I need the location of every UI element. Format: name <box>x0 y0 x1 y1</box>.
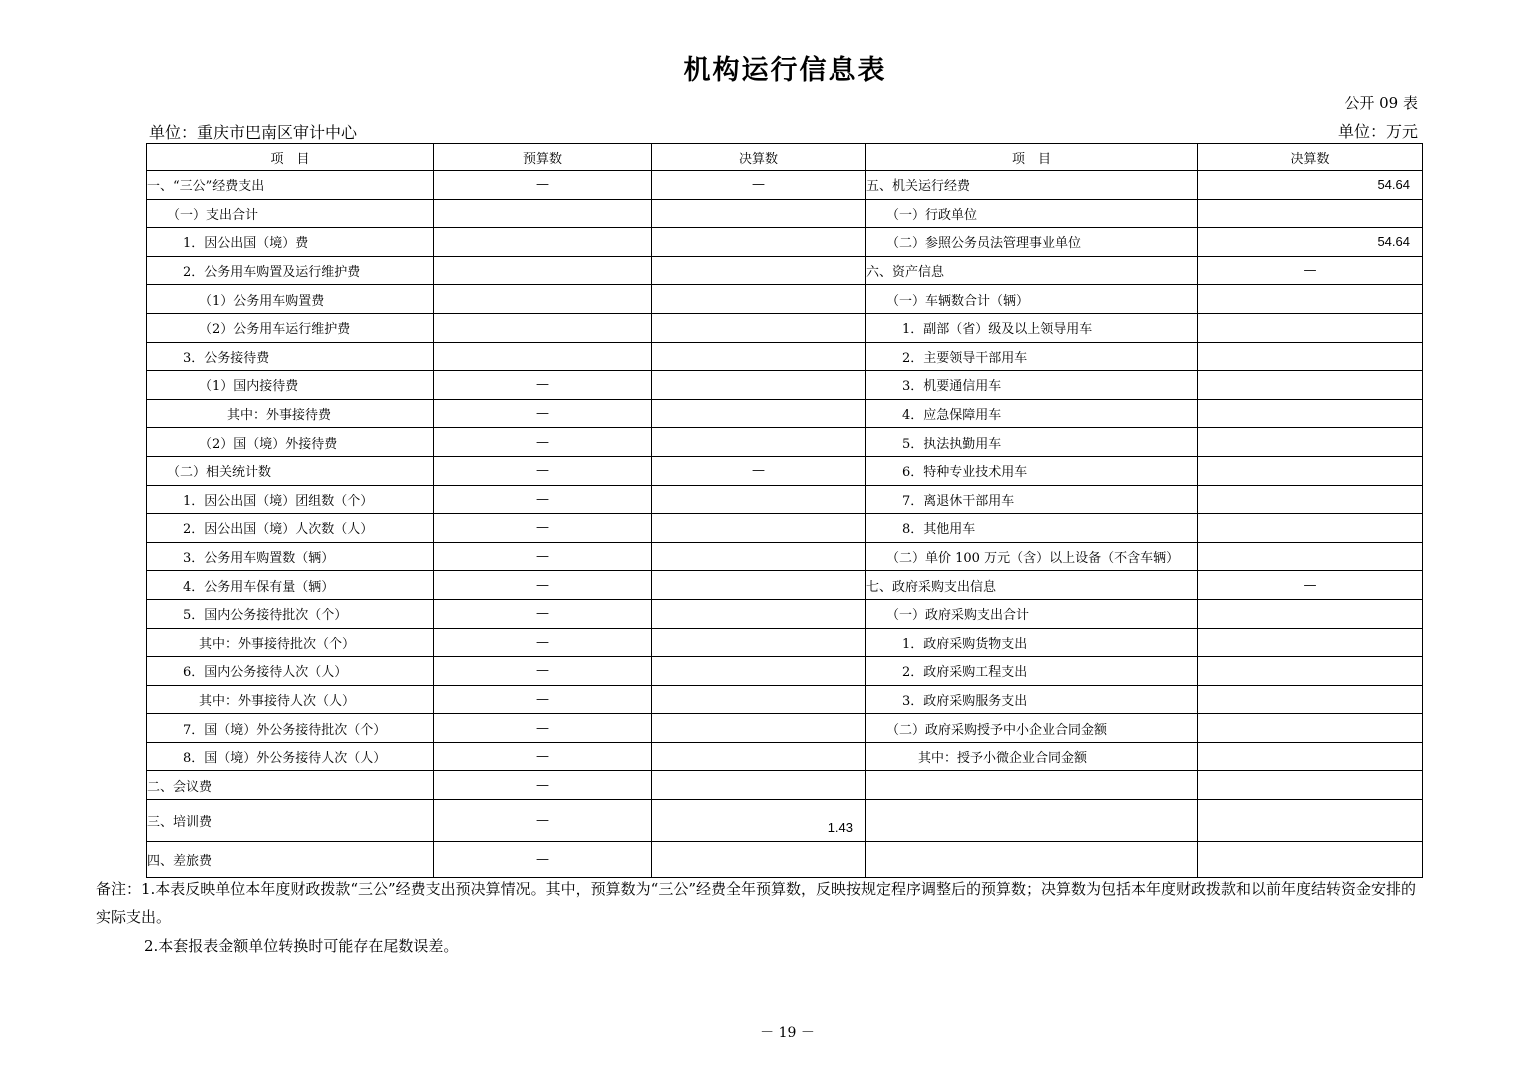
right-item-cell: 7．离退休干部用车 <box>866 485 1198 514</box>
final-cell <box>652 313 866 342</box>
right-final-cell <box>1198 428 1423 457</box>
left-item-cell: 7．国（境）外公务接待批次（个） <box>147 714 434 743</box>
left-item-cell: 4．公务用车保有量（辆） <box>147 571 434 600</box>
budget-cell: — <box>434 714 652 743</box>
final-cell <box>652 199 866 228</box>
right-final-cell <box>1198 342 1423 371</box>
table-row <box>147 456 1423 485</box>
budget-cell: — <box>434 599 652 628</box>
right-final-cell <box>1198 599 1423 628</box>
table-row <box>147 599 1423 628</box>
budget-cell: — <box>434 571 652 600</box>
right-item-cell: 七、政府采购支出信息 <box>866 571 1198 600</box>
left-item-cell: （1）公务用车购置费 <box>147 285 434 314</box>
final-cell <box>652 399 866 428</box>
left-item-cell: 2．因公出国（境）人次数（人） <box>147 514 434 543</box>
right-final-cell <box>1198 371 1423 400</box>
right-item-cell: 3．机要通信用车 <box>866 371 1198 400</box>
right-item-cell: 5．执法执勤用车 <box>866 428 1198 457</box>
right-final-cell <box>1198 685 1423 714</box>
left-item-cell: （2）公务用车运行维护费 <box>147 313 434 342</box>
left-item-cell: 其中：外事接待费 <box>147 399 434 428</box>
table-row <box>147 171 1423 200</box>
right-final-cell <box>1198 514 1423 543</box>
right-final-cell: 54.64 <box>1198 171 1423 200</box>
table-row <box>147 285 1423 314</box>
table-row <box>147 685 1423 714</box>
right-item-cell: 六、资产信息 <box>866 256 1198 285</box>
table-row <box>147 800 1423 842</box>
right-final-cell <box>1198 657 1423 686</box>
right-item-cell: 1．副部（省）级及以上领导用车 <box>866 313 1198 342</box>
left-item-cell: 三、培训费 <box>147 800 434 842</box>
header-item-left: 项 目 <box>147 144 434 171</box>
right-item-cell: 2．政府采购工程支出 <box>866 657 1198 686</box>
left-item-cell: 一、“三公”经费支出 <box>147 171 434 200</box>
final-cell <box>652 599 866 628</box>
right-item-cell: （二）参照公务员法管理事业单位 <box>866 228 1198 257</box>
right-final-cell <box>1198 199 1423 228</box>
budget-cell: — <box>434 742 652 771</box>
header-final-left: 决算数 <box>652 144 866 171</box>
budget-cell: — <box>434 800 652 842</box>
right-final-cell <box>1198 313 1423 342</box>
final-cell <box>652 571 866 600</box>
budget-cell: — <box>434 542 652 571</box>
right-final-cell <box>1198 285 1423 314</box>
table-row <box>147 371 1423 400</box>
right-final-cell: 54.64 <box>1198 228 1423 257</box>
table-header-row <box>147 144 1423 171</box>
table-row <box>147 771 1423 800</box>
right-final-cell <box>1198 399 1423 428</box>
right-item-cell: （一）行政单位 <box>866 199 1198 228</box>
table-row <box>147 628 1423 657</box>
left-item-cell: 其中：外事接待批次（个） <box>147 628 434 657</box>
left-item-cell: 3．公务用车购置数（辆） <box>147 542 434 571</box>
final-cell <box>652 485 866 514</box>
budget-cell: — <box>434 628 652 657</box>
table-row <box>147 842 1423 878</box>
budget-cell: — <box>434 399 652 428</box>
table-row <box>147 742 1423 771</box>
right-item-cell: （二）政府采购授予中小企业合同金额 <box>866 714 1198 743</box>
left-item-cell: 1．因公出国（境）费 <box>147 228 434 257</box>
budget-cell <box>434 199 652 228</box>
final-cell <box>652 228 866 257</box>
table-row <box>147 714 1423 743</box>
final-cell <box>652 628 866 657</box>
budget-cell: — <box>434 842 652 878</box>
right-final-cell <box>1198 542 1423 571</box>
table-row <box>147 514 1423 543</box>
right-final-cell: — <box>1198 256 1423 285</box>
reporting-unit: 单位：重庆市巴南区审计中心 <box>149 123 358 142</box>
budget-cell: — <box>434 456 652 485</box>
final-cell <box>652 542 866 571</box>
table-row <box>147 571 1423 600</box>
final-cell: 1.43 <box>652 800 866 842</box>
left-item-cell: （2）国（境）外接待费 <box>147 428 434 457</box>
left-item-cell: （二）相关统计数 <box>147 456 434 485</box>
budget-cell: — <box>434 685 652 714</box>
left-item-cell: （一）支出合计 <box>147 199 434 228</box>
final-cell <box>652 657 866 686</box>
table-row <box>147 657 1423 686</box>
final-cell <box>652 742 866 771</box>
final-cell <box>652 428 866 457</box>
right-item-cell: 其中：授予小微企业合同金额 <box>866 742 1198 771</box>
final-cell <box>652 714 866 743</box>
currency-unit: 单位：万元 <box>1337 122 1418 141</box>
right-item-cell: 4．应急保障用车 <box>866 399 1198 428</box>
left-item-cell: 1．因公出国（境）团组数（个） <box>147 485 434 514</box>
header-budget: 预算数 <box>434 144 652 171</box>
left-item-cell: 8．国（境）外公务接待人次（人） <box>147 742 434 771</box>
table-row <box>147 313 1423 342</box>
final-cell <box>652 256 866 285</box>
table-row <box>147 199 1423 228</box>
final-cell <box>652 285 866 314</box>
left-item-cell: 其中：外事接待人次（人） <box>147 685 434 714</box>
final-cell <box>652 371 866 400</box>
budget-cell: — <box>434 657 652 686</box>
right-item-cell: 1．政府采购货物支出 <box>866 628 1198 657</box>
right-item-cell: 3．政府采购服务支出 <box>866 685 1198 714</box>
left-item-cell: 二、会议费 <box>147 771 434 800</box>
final-cell: — <box>652 456 866 485</box>
right-final-cell <box>1198 714 1423 743</box>
left-item-cell: 5．国内公务接待批次（个） <box>147 599 434 628</box>
final-cell <box>652 342 866 371</box>
right-final-cell <box>1198 800 1423 842</box>
right-item-cell <box>866 842 1198 878</box>
budget-cell <box>434 313 652 342</box>
page-number: － 19 － <box>760 1025 815 1041</box>
info-table <box>146 143 1423 878</box>
right-final-cell <box>1198 456 1423 485</box>
page-title: 机构运行信息表 <box>683 55 887 86</box>
budget-cell: — <box>434 371 652 400</box>
header-final-right: 决算数 <box>1198 144 1423 171</box>
budget-cell: — <box>434 485 652 514</box>
table-row <box>147 428 1423 457</box>
right-item-cell: 五、机关运行经费 <box>866 171 1198 200</box>
right-item-cell: （二）单价 100 万元（含）以上设备（不含车辆） <box>866 542 1198 571</box>
right-item-cell <box>866 800 1198 842</box>
header-item-right: 项 目 <box>866 144 1198 171</box>
right-item-cell: 2．主要领导干部用车 <box>866 342 1198 371</box>
right-final-cell <box>1198 842 1423 878</box>
final-cell <box>652 685 866 714</box>
left-item-cell: 3．公务接待费 <box>147 342 434 371</box>
final-cell <box>652 842 866 878</box>
right-final-cell <box>1198 742 1423 771</box>
table-row <box>147 342 1423 371</box>
right-final-cell: — <box>1198 571 1423 600</box>
budget-cell <box>434 256 652 285</box>
footnote-1: 备注：1.本表反映单位本年度财政拨款“三公”经费支出预决算情况。其中，预算数为“三公”经费全年预算数，反映按规定程序调整后的预算数；决算数为包括本年度财政拨款和以前年度结转资金安排的实际支出。 <box>96 880 1416 926</box>
left-item-cell: 6．国内公务接待人次（人） <box>147 657 434 686</box>
budget-cell: — <box>434 514 652 543</box>
final-cell <box>652 771 866 800</box>
right-item-cell: （一）车辆数合计（辆） <box>866 285 1198 314</box>
table-row <box>147 542 1423 571</box>
left-item-cell: （1）国内接待费 <box>147 371 434 400</box>
budget-cell <box>434 342 652 371</box>
budget-cell <box>434 285 652 314</box>
table-row <box>147 256 1423 285</box>
right-item-cell <box>866 771 1198 800</box>
table-row <box>147 228 1423 257</box>
footnote-2: 2.本套报表金额单位转换时可能存在尾数误差。 <box>144 937 459 955</box>
form-number: 公开 09 表 <box>1344 94 1418 112</box>
budget-cell: — <box>434 428 652 457</box>
right-item-cell: 6．特种专业技术用车 <box>866 456 1198 485</box>
table-body <box>147 171 1423 878</box>
budget-cell: — <box>434 171 652 200</box>
right-final-cell <box>1198 628 1423 657</box>
budget-cell: — <box>434 771 652 800</box>
budget-cell <box>434 228 652 257</box>
right-final-cell <box>1198 485 1423 514</box>
left-item-cell: 2．公务用车购置及运行维护费 <box>147 256 434 285</box>
right-item-cell: （一）政府采购支出合计 <box>866 599 1198 628</box>
table-row <box>147 485 1423 514</box>
final-cell <box>652 514 866 543</box>
right-item-cell: 8．其他用车 <box>866 514 1198 543</box>
table-row <box>147 399 1423 428</box>
left-item-cell: 四、差旅费 <box>147 842 434 878</box>
final-cell: — <box>652 171 866 200</box>
right-final-cell <box>1198 771 1423 800</box>
